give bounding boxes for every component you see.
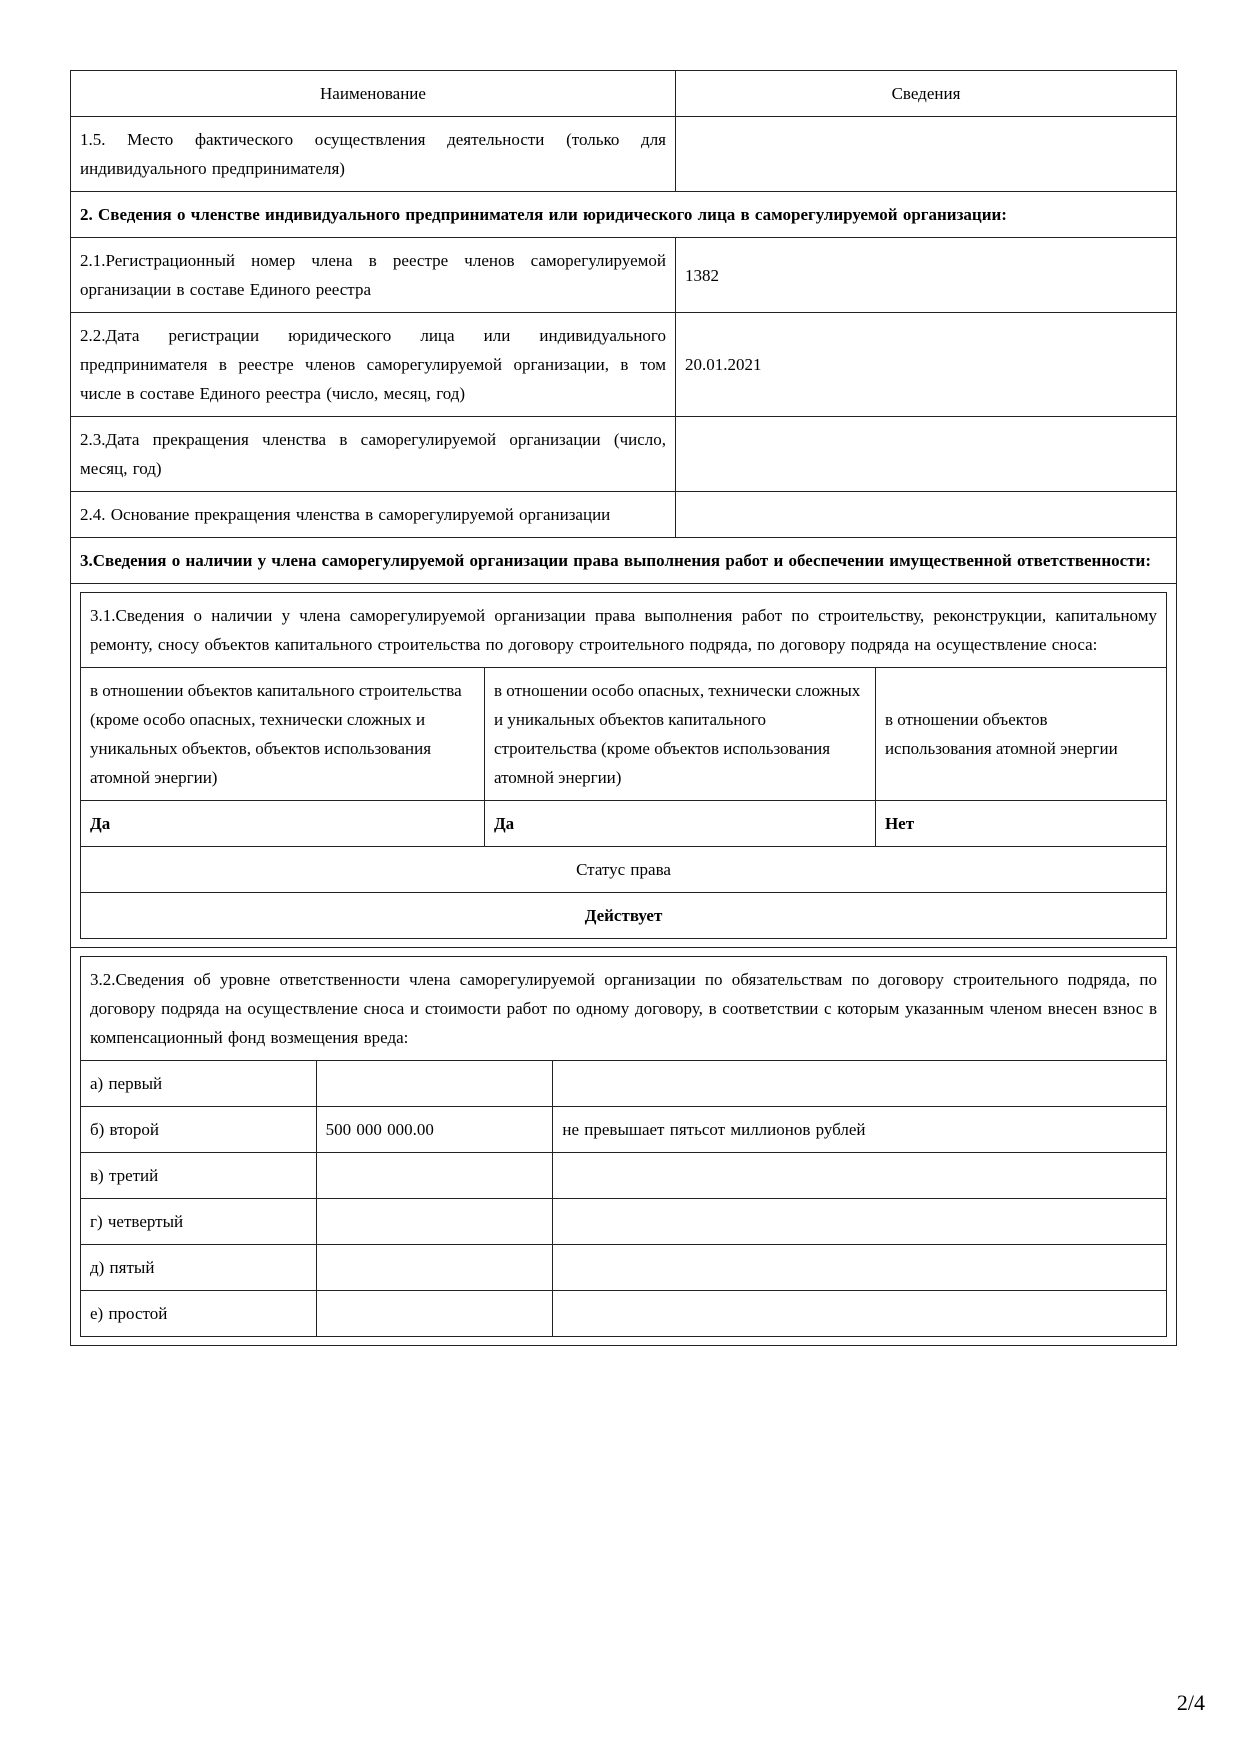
subtable-3-1: [80, 592, 1167, 939]
object-type-3-answer: Нет: [875, 801, 1166, 847]
table-row-2-3: [71, 417, 1177, 492]
row-2-3-value: [676, 417, 1177, 492]
subtable-3-2: [80, 956, 1167, 1337]
level-description: [553, 1199, 1167, 1245]
level-description: не превышает пятьсот миллионов рублей: [553, 1107, 1167, 1153]
level-label: в) третий: [81, 1153, 317, 1199]
level-label: е) простой: [81, 1291, 317, 1337]
page-number: 2/4: [1176, 1690, 1205, 1715]
table-header-row: [71, 71, 1177, 117]
row-1-5-value: [676, 117, 1177, 192]
column-header-naimenovanie: Наименование: [71, 71, 676, 117]
row-2-2-label: 2.2.Дата регистрации юридического лица или индивидуального предпринимателя в реестре членов саморегулируемой организации, в том числе в составе Единого реестра (число, месяц, год): [71, 313, 676, 417]
status-value-row: [81, 893, 1167, 939]
status-label-row: [81, 847, 1167, 893]
level-description: [553, 1061, 1167, 1107]
object-type-1-answer: Да: [81, 801, 485, 847]
subtable-3-2-container: [71, 948, 1177, 1346]
level-row-simple: [81, 1291, 1167, 1337]
subtable-3-1-answers-row: [81, 801, 1167, 847]
level-amount: [316, 1199, 553, 1245]
column-header-svedeniya: Сведения: [676, 71, 1177, 117]
subtable-3-1-intro: 3.1.Сведения о наличии у члена саморегулируемой организации права выполнения работ по строительству, реконструкции, капитальному ремонту, сносу объектов капитального строительства по договору строительного подряда, по договору подряда на осуществление сноса:: [81, 593, 1167, 668]
table-row-2-2: [71, 313, 1177, 417]
level-amount: [316, 1153, 553, 1199]
level-description: [553, 1291, 1167, 1337]
level-row-third: [81, 1153, 1167, 1199]
main-table: [70, 70, 1177, 1346]
level-label: д) пятый: [81, 1245, 317, 1291]
object-type-2-header: в отношении особо опасных, технически сложных и уникальных объектов капитального строительства (кроме объектов использования атомной энергии): [484, 668, 875, 801]
subtable-3-2-intro: 3.2.Сведения об уровне ответственности члена саморегулируемой организации по обязательствам по договору строительного подряда, по договору подряда на осуществление сноса и стоимости работ по одному договору, в соответствии с которым указанным членом внесен взнос в компенсационный фонд возмещения вреда:: [81, 957, 1167, 1061]
table-row-2-1: [71, 238, 1177, 313]
level-row-fourth: [81, 1199, 1167, 1245]
row-2-1-value: 1382: [676, 238, 1177, 313]
row-2-1-label: 2.1.Регистрационный номер члена в реестре членов саморегулируемой организации в составе Единого реестра: [71, 238, 676, 313]
level-amount: [316, 1245, 553, 1291]
section-3-subtable-3-2-row: [71, 948, 1177, 1346]
object-type-2-answer: Да: [484, 801, 875, 847]
level-row-second: [81, 1107, 1167, 1153]
subtable-3-1-intro-row: [81, 593, 1167, 668]
table-row-2-4: [71, 492, 1177, 538]
level-row-fifth: [81, 1245, 1167, 1291]
section-2-header-row: [71, 192, 1177, 238]
row-2-4-label: 2.4. Основание прекращения членства в саморегулируемой организации: [71, 492, 676, 538]
level-amount: 500 000 000.00: [316, 1107, 553, 1153]
row-2-4-value: [676, 492, 1177, 538]
level-label: а) первый: [81, 1061, 317, 1107]
subtable-3-1-object-headers-row: [81, 668, 1167, 801]
level-description: [553, 1245, 1167, 1291]
level-label: г) четвертый: [81, 1199, 317, 1245]
subtable-3-2-intro-row: [81, 957, 1167, 1061]
table-row-1-5: [71, 117, 1177, 192]
level-label: б) второй: [81, 1107, 317, 1153]
object-type-3-header: в отношении объектов использования атомной энергии: [875, 668, 1166, 801]
subtable-3-1-container: [71, 584, 1177, 948]
level-amount: [316, 1061, 553, 1107]
section-2-title: 2. Сведения о членстве индивидуального предпринимателя или юридического лица в саморегулируемой организации:: [71, 192, 1177, 238]
section-3-subtable-3-1-row: [71, 584, 1177, 948]
level-amount: [316, 1291, 553, 1337]
object-type-1-header: в отношении объектов капитального строительства (кроме особо опасных, технически сложных и уникальных объектов, объектов использования атомной энергии): [81, 668, 485, 801]
status-value: Действует: [81, 893, 1167, 939]
row-1-5-label: 1.5. Место фактического осуществления деятельности (только для индивидуального предпринимателя): [71, 117, 676, 192]
level-row-first: [81, 1061, 1167, 1107]
row-2-3-label: 2.3.Дата прекращения членства в саморегулируемой организации (число, месяц, год): [71, 417, 676, 492]
section-3-header-row: [71, 538, 1177, 584]
section-3-title: 3.Сведения о наличии у члена саморегулируемой организации права выполнения работ и обеспечении имущественной ответственности:: [71, 538, 1177, 584]
row-2-2-value: 20.01.2021: [676, 313, 1177, 417]
status-label: Статус права: [81, 847, 1167, 893]
level-description: [553, 1153, 1167, 1199]
